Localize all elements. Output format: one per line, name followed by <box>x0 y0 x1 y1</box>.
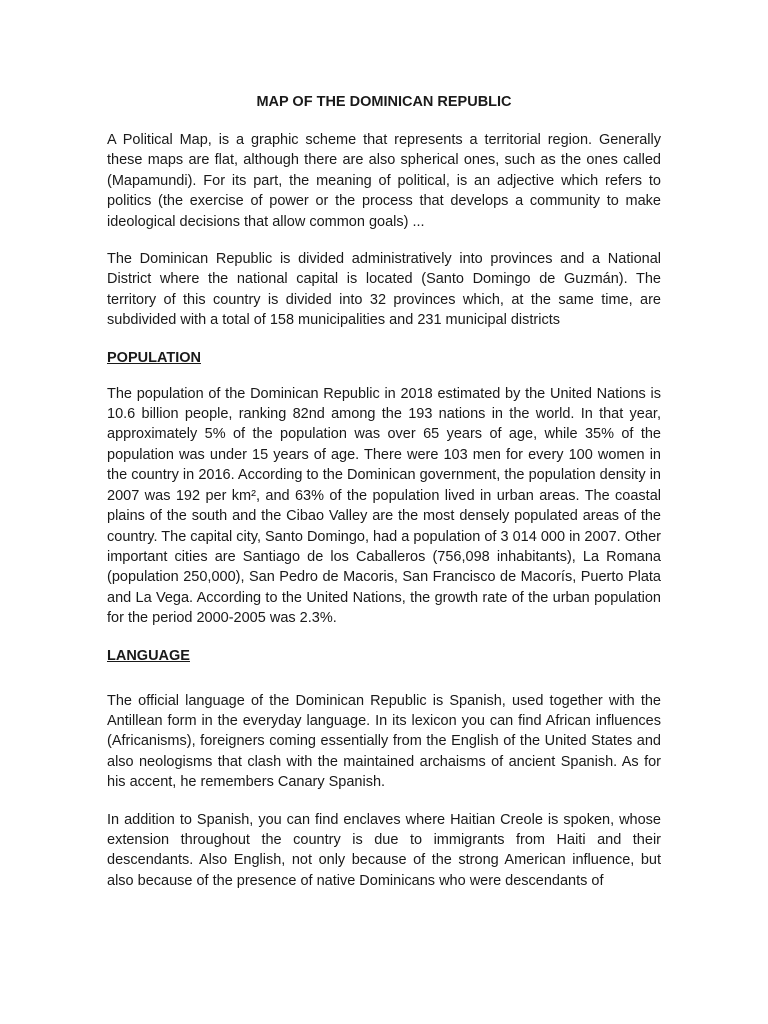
population-paragraph: The population of the Dominican Republic in 2018 estimated by the United Nations is 10.6 billion people, ranking 82nd among the 193 nations in the world. In that year, approximately 5% of the population was over 65 years of age, while 35% of the population was under 15 years of age. There were 103 men for every 100 women in the country in 2016. According to the Dominican government, the population density in 2007 was 192 per km², and 63% of the population lived in urban areas. The coastal plains of the south and the Cibao Valley are the most densely populated areas of the country. The capital city, Santo Domingo, had a population of 3 014 000 in 2007. Other important cities are Santiago de los Caballeros (756,098 inhabitants), La Romana (population 250,000), San Pedro de Macoris, San Francisco de Macorís, Puerto Plata and La Vega. According to the United Nations, the growth rate of the urban population for the period 2000-2005 was 2.3%. <box>107 385 661 627</box>
document-page <box>107 92 661 908</box>
intro-paragraph-political-map: A Political Map, is a graphic scheme that represents a territorial region. Generally these maps are flat, although there are also spherical ones, such as the ones called (Mapamundi). For its part, the meaning of political, is an adjective which refers to politics (the exercise of power or the process that develops a community to make ideological decisions that allow common goals) ... <box>107 132 661 230</box>
document-title: MAP OF THE DOMINICAN REPUBLIC <box>256 94 512 110</box>
intro-paragraph-provinces: The Dominican Republic is divided administratively into provinces and a National District where the national capital is located (Santo Domingo de Guzmán). The territory of this country is divided into 32 provinces which, at the same time, are subdivided with a total of 158 municipalities and 231 municipal districts <box>107 251 661 329</box>
language-paragraph-official: The official language of the Dominican Republic is Spanish, used together with the Antillean form in the everyday language. In its lexicon you can find African influences (Africanisms), foreigners coming essentially from the English of the United States and also neologisms that clash with the maintained archaisms of ancient Spanish. As for his accent, he remembers Canary Spanish. <box>107 692 661 791</box>
population-heading: POPULATION <box>107 349 201 366</box>
language-heading: LANGUAGE <box>107 647 190 664</box>
language-paragraph-enclaves: In addition to Spanish, you can find enclaves where Haitian Creole is spoken, whose extension throughout the country is due to immigrants from Haiti and their descendants. Also English, not only because of the strong American influence, but also because of the presence of native Dominicans who were descendants of <box>107 811 661 889</box>
